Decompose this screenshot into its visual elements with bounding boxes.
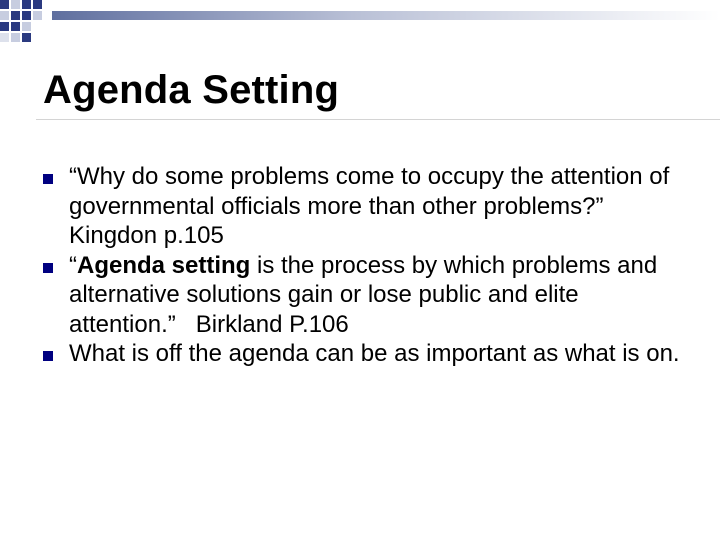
square-bullet-icon (43, 174, 53, 184)
bullet-item-kingdon-quote (43, 162, 683, 251)
square-bullet-icon (43, 263, 53, 273)
bullet-text (69, 251, 683, 340)
bullet-item-birkland-definition (43, 251, 683, 340)
decorative-bar (52, 11, 720, 23)
square-bullet-icon (43, 351, 53, 361)
decorative-header-bar (0, 0, 720, 48)
bullet-text: What is off the agenda can be as important as what is on. (69, 340, 680, 367)
bullet-text: “Why do some problems come to occupy the attention of governmental officials more than other problems?” Kingdon p.105 (69, 163, 670, 249)
title-divider (36, 119, 720, 120)
slide-title: Agenda Setting (43, 68, 340, 112)
bold-term-agenda-setting: Agenda setting (77, 251, 251, 279)
open-quote: “ (69, 251, 77, 279)
bullet-list (43, 162, 683, 369)
bullet-item-off-agenda (43, 339, 683, 369)
definition-text: is the process by which problems and alternative solutions gain or lose public and elite attention.” Birkland P.106 (69, 251, 664, 338)
decorative-squares (0, 0, 42, 42)
